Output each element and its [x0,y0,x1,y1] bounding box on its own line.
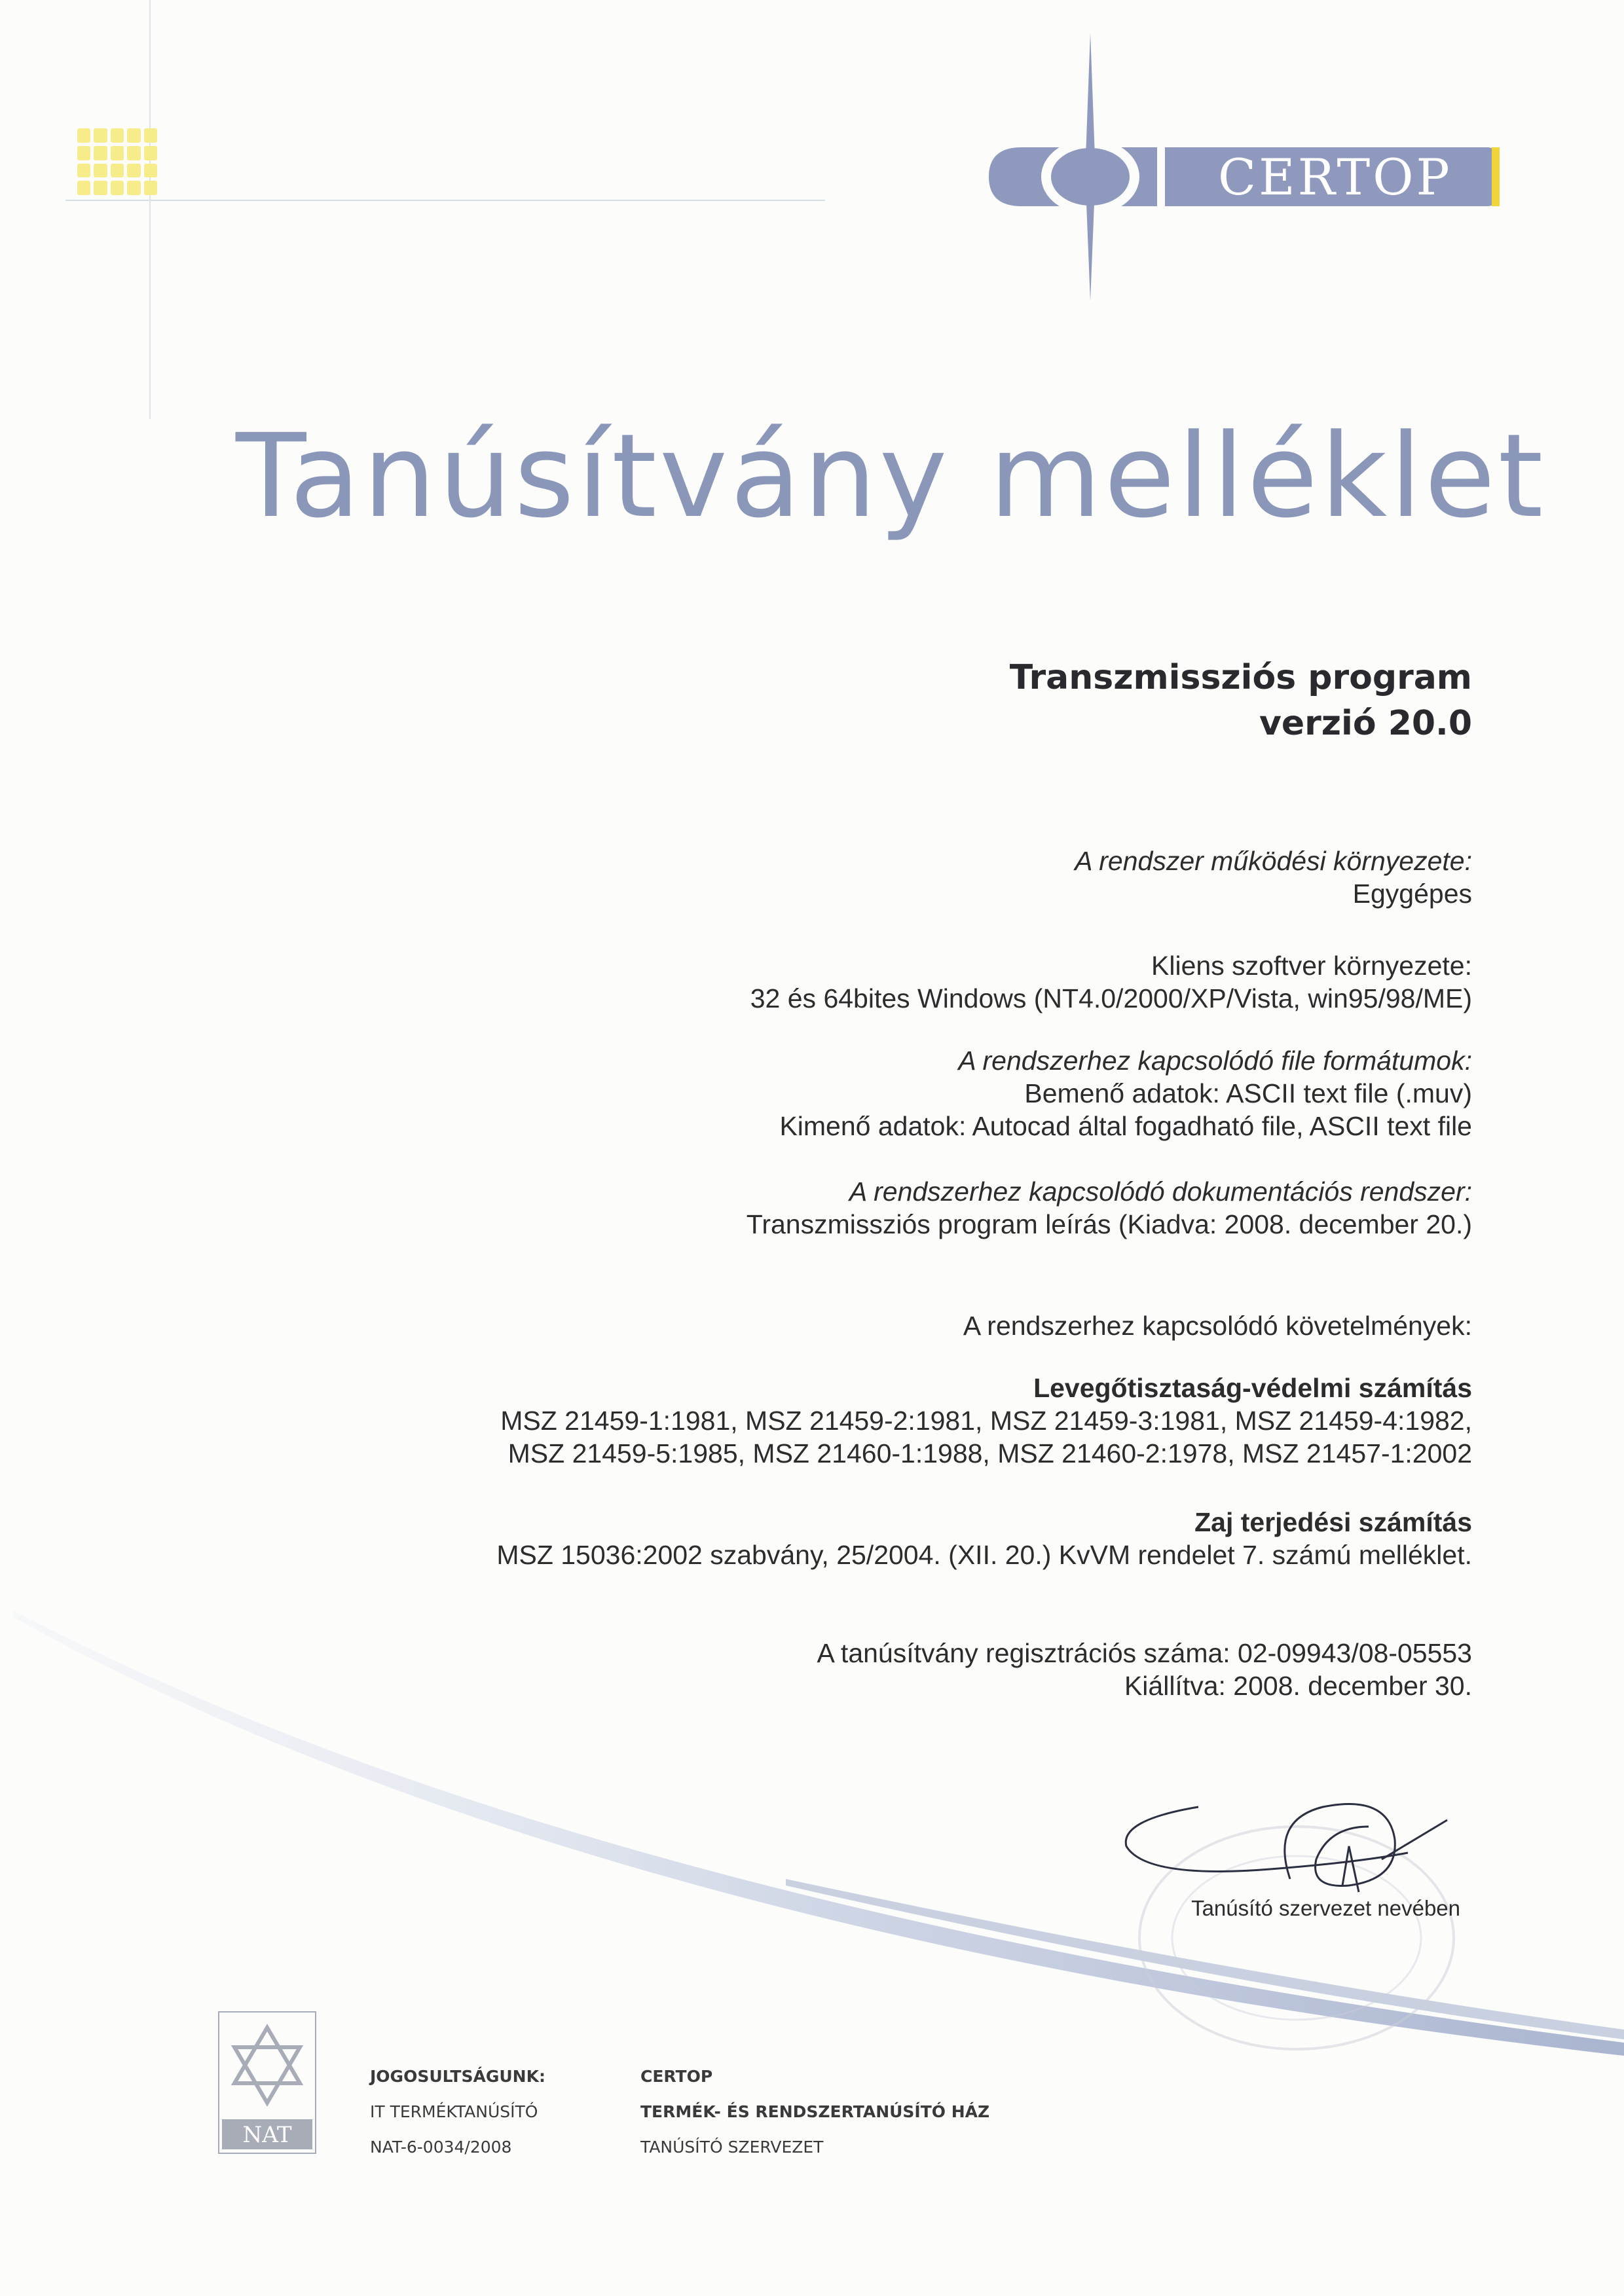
air-quality-standards-2: MSZ 21459-5:1985, MSZ 21460-1:1988, MSZ 21460-2:1978, MSZ 21457-1:2002 [507,1438,1472,1468]
footer-accreditation-line1: IT TERMÉKTANÚSÍTÓ [370,2102,538,2121]
noise-title: Zaj terjedési számítás [1194,1507,1472,1537]
decorative-vertical-line [149,0,151,419]
client-block [750,949,1472,1015]
logo-wordmark: CERTOP [1218,148,1452,206]
footer-accreditation [370,2059,545,2165]
air-quality-block [500,1372,1472,1470]
environment-block [1075,845,1472,910]
footer-organization-role: TANÚSÍTÓ SZERVEZET [640,2138,824,2157]
signature-caption: Tanúsító szervezet nevében [1191,1896,1460,1920]
noise-standards: MSZ 15036:2002 szabvány, 25/2004. (XII. 20.) KvVM rendelet 7. számú melléklet. [496,1540,1472,1570]
product-block [1010,655,1472,746]
documentation-value: Transzmissziós program leírás (Kiadva: 2008. december 20.) [746,1209,1472,1239]
formats-output: Kimenő adatok: Autocad által fogadható file, ASCII text file [779,1111,1472,1141]
formats-input: Bemenő adatok: ASCII text file (.muv) [1024,1078,1472,1108]
nat-logo-text: NAT [242,2122,292,2148]
environment-value: Egygépes [1352,879,1472,909]
formats-block [779,1044,1472,1142]
noise-block [496,1506,1472,1571]
page-title: Tanúsítvány melléklet [236,409,1546,543]
nat-logo [218,2011,316,2154]
footer-accreditation-title: JOGOSULTSÁGUNK: [370,2067,545,2086]
documentation-block [747,1175,1472,1241]
decorative-horizontal-line [65,200,825,201]
air-quality-title: Levegőtisztaság-védelmi számítás [1033,1373,1472,1403]
footer-organization-name: CERTOP [640,2067,713,2086]
product-version: verzió 20.0 [1259,704,1472,743]
formats-label: A rendszerhez kapcsolódó file formátumok: [958,1046,1472,1076]
client-value: 32 és 64bites Windows (NT4.0/2000/XP/Vista, win95/98/ME) [750,983,1472,1013]
footer-accreditation-line2: NAT-6-0034/2008 [370,2138,512,2157]
decorative-yellow-grid [77,128,157,195]
footer-organization-desc: TERMÉK- ÉS RENDSZERTANÚSÍTÓ HÁZ [640,2102,990,2121]
product-name: Transzmissziós program [1009,658,1472,697]
environment-label: A rendszer működési környezete: [1075,846,1472,876]
requirements-label: A rendszerhez kapcsolódó követelmények: [963,1311,1472,1341]
signature [1107,1781,1473,1905]
client-label: Kliens szoftver környezete: [1151,951,1472,981]
documentation-label: A rendszerhez kapcsolódó dokumentációs rendszer: [849,1176,1472,1207]
registration-block [817,1637,1472,1702]
footer-organization [640,2059,989,2165]
registration-number: A tanúsítvány regisztrációs száma: 02-09943/08-05553 [817,1638,1472,1668]
issue-date: Kiállítva: 2008. december 30. [1124,1671,1472,1701]
air-quality-standards-1: MSZ 21459-1:1981, MSZ 21459-2:1981, MSZ 21459-3:1981, MSZ 21459-4:1982, [500,1406,1472,1436]
